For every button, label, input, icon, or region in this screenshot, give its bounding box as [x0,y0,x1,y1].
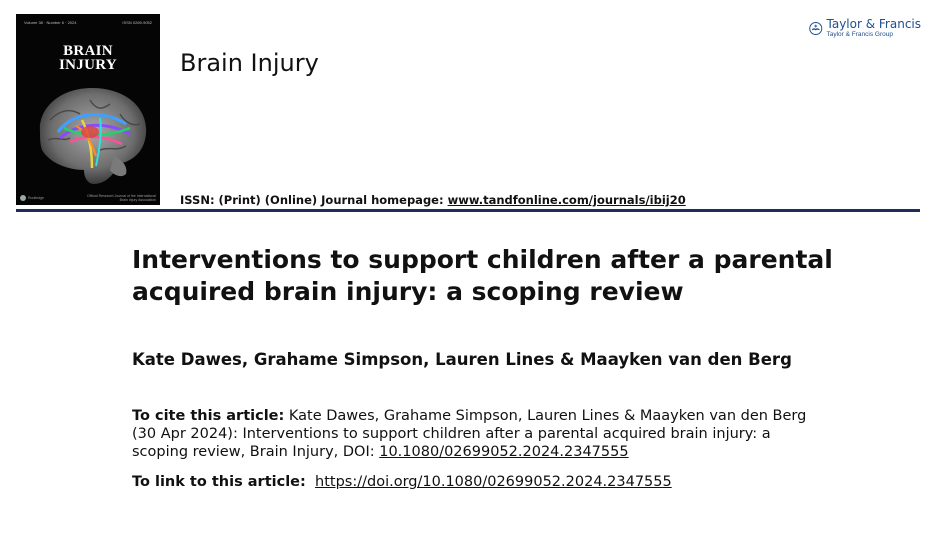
article-title: Interventions to support children after a parental acquired brain injury: a scoping review [132,245,833,306]
brain-scan-image [30,80,154,192]
article-authors: Kate Dawes, Grahame Simpson, Lauren Lines & Maayken van den Berg [132,350,792,369]
taylor-francis-group: Taylor & Francis Group [826,30,893,38]
cover-title [16,44,160,72]
taylor-francis-logo[interactable] [809,12,921,44]
taylor-francis-wordmark [827,18,922,39]
cover-title-line1: BRAIN [63,43,113,59]
cover-footer [20,194,156,202]
cover-publisher-name: Routledge [28,196,44,200]
cover-title-line2: INJURY [59,57,117,73]
article-link-line [132,474,672,490]
journal-name: Brain Injury [180,49,319,77]
citation-doi-link[interactable]: 10.1080/02699052.2024.2347555 [379,444,629,460]
issn-line [180,193,686,207]
article-link-label: To link to this article: [132,474,306,490]
citation-block [132,407,812,461]
cover-footer-text: Official Research Journal of the International Brain Injury Association [86,194,156,202]
cover-header [24,20,152,25]
cover-volume: Volume 38 · Number 6 · 2024 [24,20,77,25]
cover-issn: ISSN 0269-9052 [122,20,152,25]
taylor-francis-icon [809,15,823,42]
journal-cover [16,14,160,205]
taylor-francis-name: Taylor & Francis [826,16,921,31]
cover-publisher [20,195,44,201]
routledge-logo-icon [20,195,26,201]
citation-text: Kate Dawes, Grahame Simpson, Lauren Lines & Maayken van den Berg (30 Apr 2024): Interventions to support children after a parental acquired brain injury: a scoping review, Brain Injury, DOI: [132,408,807,460]
header-divider [16,209,920,212]
citation-label: To cite this article: [132,408,285,424]
journal-homepage-link[interactable]: www.tandfonline.com/journals/ibij20 [447,193,686,207]
issn-label: ISSN: (Print) (Online) Journal homepage: [180,193,444,207]
article-doi-url-link[interactable]: https://doi.org/10.1080/02699052.2024.2347555 [315,474,672,490]
